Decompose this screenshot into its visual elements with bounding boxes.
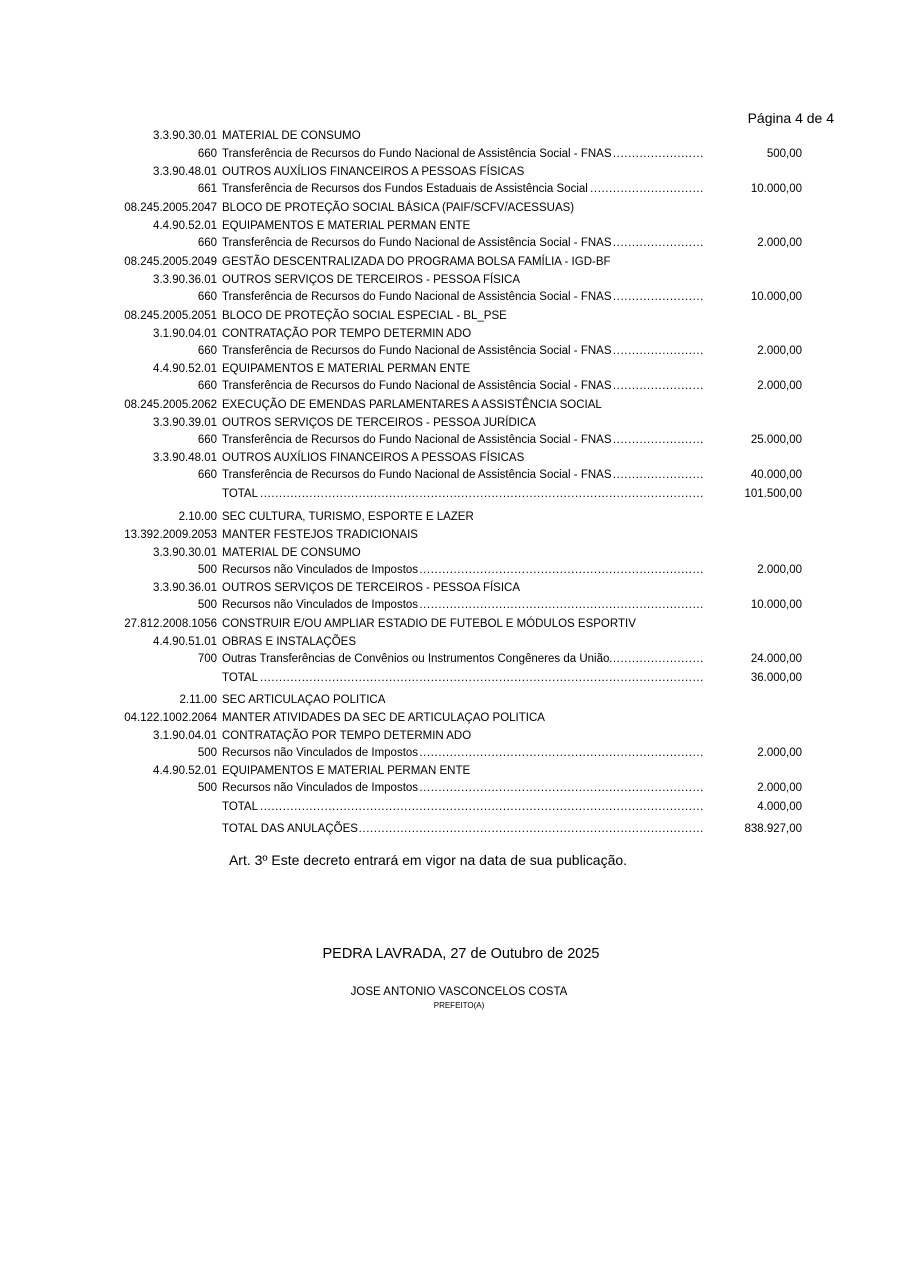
table-row [0, 397, 900, 413]
row-description: OUTROS SERVIÇOS DE TERCEIROS - PESSOA FÍSICA [222, 582, 521, 594]
row-description: MATERIAL DE CONSUMO [222, 547, 361, 559]
row-code: 3.3.90.48.01 [153, 166, 217, 178]
row-description: CONTRATAÇÃO POR TEMPO DETERMIN ADO [222, 328, 472, 340]
table-row [0, 254, 900, 270]
table-row [0, 146, 900, 162]
row-code: 500 [197, 599, 217, 611]
table-row [0, 415, 900, 431]
row-description: CONSTRUIR E/OU AMPLIAR ESTADIO DE FUTEBOL E MÓDULOS ESPORTIV [222, 618, 636, 630]
table-row [0, 799, 900, 815]
table-row [0, 728, 900, 744]
row-value: 2.000,00 [757, 564, 802, 576]
row-code: 660 [197, 434, 217, 446]
row-code: 3.3.90.39.01 [153, 417, 217, 429]
row-code: 500 [197, 564, 217, 576]
row-code: 08.245.2005.2049 [124, 256, 217, 268]
row-value: 25.000,00 [750, 434, 802, 446]
row-value: 2.000,00 [757, 782, 802, 794]
row-description: BLOCO DE PROTEÇÃO SOCIAL BÁSICA (PAIF/SCFV/ACESSUAS) [222, 202, 575, 214]
row-description: OUTROS AUXÍLIOS FINANCEIROS A PESSOAS FÍSICAS [222, 452, 525, 464]
row-code: 08.245.2005.2051 [124, 310, 217, 322]
row-description: Transferência de Recursos do Fundo Nacional de Assistência Social - FNAS [222, 291, 612, 303]
row-description: TOTAL DAS ANULAÇÕES [222, 823, 358, 835]
row-code: 27.812.2008.1056 [124, 618, 217, 630]
row-description: Recursos não Vinculados de Impostos [222, 564, 419, 576]
row-description: GESTÃO DESCENTRALIZADA DO PROGRAMA BOLSA FAMÍLIA - IGD-BF [222, 256, 611, 268]
row-description: MATERIAL DE CONSUMO [222, 130, 361, 142]
row-code: 3.3.90.36.01 [153, 274, 217, 286]
row-value: 101.500,00 [744, 488, 802, 500]
place-date: PEDRA LAVRADA, 27 de Outubro de 2025 [322, 946, 600, 962]
row-code: 660 [197, 291, 217, 303]
row-code: 3.3.90.30.01 [153, 547, 217, 559]
row-value: 2.000,00 [757, 380, 802, 392]
row-value: 10.000,00 [750, 183, 802, 195]
row-description: Transferência de Recursos do Fundo Nacional de Assistência Social - FNAS [222, 380, 612, 392]
table-row [0, 545, 900, 561]
table-row [0, 597, 900, 613]
row-description: TOTAL [222, 672, 258, 684]
row-code: 3.3.90.48.01 [153, 452, 217, 464]
page-number: Página 4 de 4 [747, 110, 834, 126]
row-code: 660 [197, 237, 217, 249]
signer-name: JOSE ANTONIO VASCONCELOS COSTA [350, 986, 568, 998]
row-code: 3.1.90.04.01 [153, 328, 217, 340]
table-row [0, 763, 900, 779]
table-row [0, 745, 900, 761]
row-description: Transferência de Recursos do Fundo Nacional de Assistência Social - FNAS [222, 237, 612, 249]
row-description: Transferência de Recursos do Fundo Nacional de Assistência Social - FNAS [222, 469, 612, 481]
row-description: EQUIPAMENTOS E MATERIAL PERMAN ENTE [222, 220, 471, 232]
table-row [0, 218, 900, 234]
table-row [0, 272, 900, 288]
row-description: Transferência de Recursos dos Fundos Estaduais de Assistência Social [222, 183, 588, 195]
table-row [0, 527, 900, 543]
row-description: EXECUÇÃO DE EMENDAS PARLAMENTARES A ASSISTÊNCIA SOCIAL [222, 399, 602, 411]
row-code: 2.10.00 [178, 511, 217, 523]
table-row [0, 361, 900, 377]
table-row [0, 164, 900, 180]
row-code: 4.4.90.52.01 [153, 363, 217, 375]
row-code: 4.4.90.51.01 [153, 636, 217, 648]
table-row [0, 343, 900, 359]
row-code: 2.11.00 [179, 694, 217, 706]
table-row [0, 670, 900, 686]
row-description: Recursos não Vinculados de Impostos [222, 599, 419, 611]
row-code: 660 [197, 469, 217, 481]
row-value: 10.000,00 [750, 291, 802, 303]
row-value: 838.927,00 [744, 823, 802, 835]
table-row [0, 616, 900, 632]
row-description: MANTER ATIVIDADES DA SEC DE ARTICULAÇAO POLITICA [222, 712, 545, 724]
row-description: Transferência de Recursos do Fundo Nacional de Assistência Social - FNAS [222, 148, 612, 160]
table-row [0, 692, 900, 708]
row-value: 4.000,00 [757, 801, 802, 813]
table-row [0, 289, 900, 305]
row-description: MANTER FESTEJOS TRADICIONAIS [222, 529, 418, 541]
row-description: EQUIPAMENTOS E MATERIAL PERMAN ENTE [222, 363, 471, 375]
table-row [0, 308, 900, 324]
row-description: Transferência de Recursos do Fundo Nacional de Assistência Social - FNAS [222, 434, 612, 446]
row-code: 4.4.90.52.01 [153, 765, 217, 777]
table-row [0, 780, 900, 796]
row-code: 700 [197, 653, 217, 665]
table-row [0, 128, 900, 144]
row-description: OUTROS SERVIÇOS DE TERCEIROS - PESSOA FÍSICA [222, 274, 521, 286]
table-row [0, 450, 900, 466]
row-description: Recursos não Vinculados de Impostos [222, 782, 419, 794]
table-row [0, 486, 900, 502]
row-value: 10.000,00 [750, 599, 802, 611]
table-row [0, 200, 900, 216]
row-code: 500 [197, 747, 217, 759]
row-value: 2.000,00 [757, 747, 802, 759]
row-description: TOTAL [222, 488, 258, 500]
row-description: TOTAL [222, 801, 258, 813]
row-value: 36.000,00 [750, 672, 802, 684]
table-row [0, 467, 900, 483]
row-description: CONTRATAÇÃO POR TEMPO DETERMIN ADO [222, 730, 472, 742]
signer-title: PREFEITO(A) [433, 1001, 485, 1010]
row-description: SEC CULTURA, TURISMO, ESPORTE E LAZER [222, 511, 474, 523]
row-value: 500,00 [766, 148, 802, 160]
table-row [0, 710, 900, 726]
table-row [0, 821, 900, 837]
table-row [0, 181, 900, 197]
table-row [0, 432, 900, 448]
table-row [0, 378, 900, 394]
row-value: 40.000,00 [750, 469, 802, 481]
table-row [0, 634, 900, 650]
table-row [0, 580, 900, 596]
row-code: 500 [197, 782, 217, 794]
row-code: 4.4.90.52.01 [153, 220, 217, 232]
row-value: 2.000,00 [757, 237, 802, 249]
row-code: 3.3.90.36.01 [153, 582, 217, 594]
row-description: EQUIPAMENTOS E MATERIAL PERMAN ENTE [222, 765, 471, 777]
row-code: 660 [197, 345, 217, 357]
row-description: OUTROS AUXÍLIOS FINANCEIROS A PESSOAS FÍSICAS [222, 166, 525, 178]
row-code: 08.245.2005.2047 [124, 202, 217, 214]
table-row [0, 562, 900, 578]
row-description: SEC ARTICULAÇAO POLITICA [222, 694, 386, 706]
row-code: 08.245.2005.2062 [124, 399, 217, 411]
row-description: OBRAS E INSTALAÇÕES [222, 636, 356, 648]
table-row [0, 509, 900, 525]
row-description: Outras Transferências de Convênios ou Instrumentos Congêneres da União [222, 653, 610, 665]
table-row [0, 651, 900, 667]
row-description: Recursos não Vinculados de Impostos [222, 747, 419, 759]
row-description: Transferência de Recursos do Fundo Nacional de Assistência Social - FNAS [222, 345, 612, 357]
row-value: 24.000,00 [750, 653, 802, 665]
row-description: OUTROS SERVIÇOS DE TERCEIROS - PESSOA JURÍDICA [222, 417, 536, 429]
row-code: 661 [197, 183, 217, 195]
table-row [0, 326, 900, 342]
row-code: 660 [197, 380, 217, 392]
row-code: 660 [197, 148, 217, 160]
table-row [0, 235, 900, 251]
article-3: Art. 3º Este decreto entrará em vigor na data de sua publicação. [228, 852, 628, 868]
row-description: BLOCO DE PROTEÇÃO SOCIAL ESPECIAL - BL_PSE [222, 310, 507, 322]
row-code: 13.392.2009.2053 [124, 529, 217, 541]
row-code: 3.3.90.30.01 [153, 130, 217, 142]
row-code: 04.122.1002.2064 [124, 712, 217, 724]
row-code: 3.1.90.04.01 [153, 730, 217, 742]
row-value: 2.000,00 [757, 345, 802, 357]
